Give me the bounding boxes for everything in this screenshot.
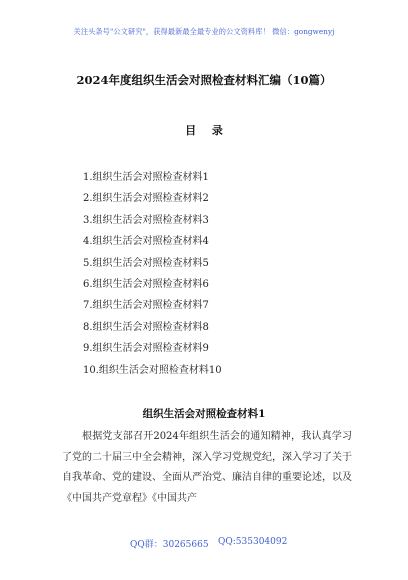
body-paragraph: 根据党支部召开2024年组织生活会的通知精神，我认真学习了党的二十届三中全会精神，深入学习党规党纪，深入学习了关于自我革命、党的建设、全面从严治党、廉洁自律的重要论述，以及《中国共产党章程》《中国共产: [62, 431, 352, 504]
toc-heading: 目 录: [185, 124, 229, 137]
section-title: 组织生活会对照检查材料1: [142, 408, 266, 420]
toc-item[interactable]: 9.组织生活会对照检查材料9: [83, 343, 209, 355]
footer-qq-contact: QQ:535304092: [218, 537, 288, 547]
toc-item[interactable]: 6.组织生活会对照检查材料6: [83, 278, 209, 290]
footer: [0, 537, 408, 551]
toc-item[interactable]: 4.组织生活会对照检查材料4: [83, 236, 209, 248]
toc-item[interactable]: 10.组织生活会对照检查材料10: [83, 364, 222, 376]
toc-item[interactable]: 3.组织生活会对照检查材料3: [83, 214, 209, 226]
toc-item[interactable]: 8.组织生活会对照检查材料8: [83, 321, 209, 333]
toc-item[interactable]: 2.组织生活会对照检查材料2: [83, 193, 209, 205]
table-of-contents: [83, 170, 222, 384]
toc-item[interactable]: 5.组织生活会对照检查材料5: [83, 257, 209, 269]
toc-item[interactable]: 7.组织生活会对照检查材料7: [83, 300, 209, 312]
footer-qq-group: QQ群：30265665: [130, 540, 209, 550]
toc-item[interactable]: 1.组织生活会对照检查材料1: [83, 172, 209, 183]
header-promo-note: 关注头条号"公文研究"，获得最新最全最专业的公文资料库！ 微信：gongwenyj: [73, 27, 335, 36]
document-title: 2024年度组织生活会对照检查材料汇编（10篇）: [76, 73, 332, 87]
